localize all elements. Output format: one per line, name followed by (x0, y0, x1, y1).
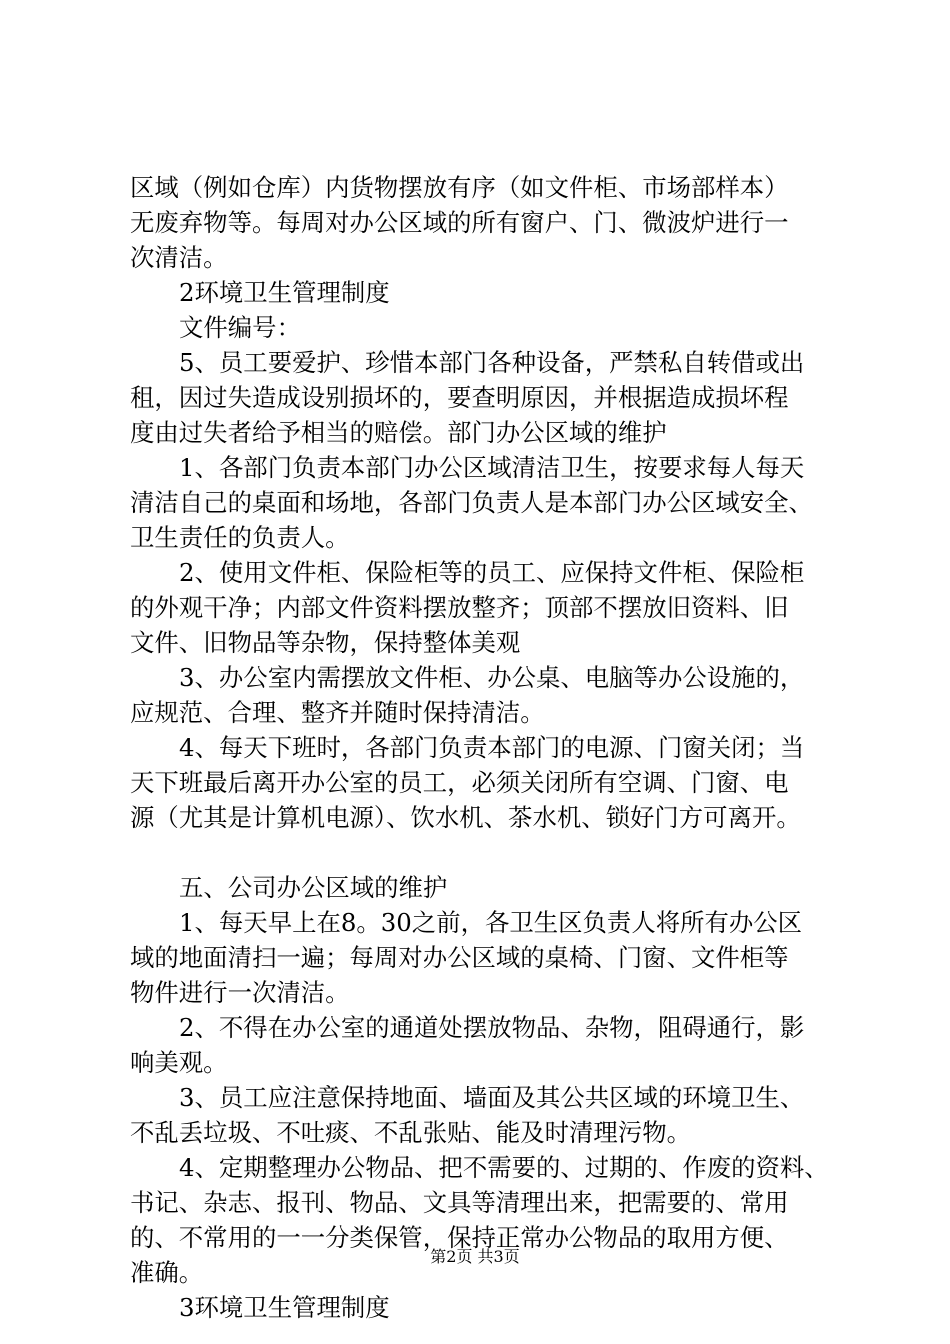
text-line: 的外观干净；内部文件资料摆放整齐；顶部不摆放旧资料、旧 (130, 593, 789, 622)
section-heading: 2环境卫生管理制度 (179, 278, 390, 307)
text-line: 书记、杂志、报刊、物品、文具等清理出来，把需要的、常用 (130, 1188, 789, 1217)
document-number-label: 文件编号： (179, 313, 301, 342)
text-line: 源（尤其是计算机电源）、饮水机、茶水机、锁好门方可离开。 (130, 803, 801, 832)
text-line: 卫生责任的负责人。 (130, 523, 350, 552)
section-heading: 五、公司办公区域的维护 (179, 873, 448, 902)
text-line: 次清洁。 (130, 243, 228, 272)
paragraph-start: 2、不得在办公室的通道处摆放物品、杂物，阻碍通行，影 (179, 1013, 805, 1042)
text-line: 应规范、合理、整齐并随时保持清洁。 (130, 698, 545, 727)
paragraph-start: 4、每天下班时，各部门负责本部门的电源、门窗关闭；当 (179, 733, 805, 762)
document-body (130, 170, 830, 1325)
paragraph-start: 4、定期整理办公物品、把不需要的、过期的、作废的资料、 (179, 1153, 829, 1182)
text-line: 不乱丢垃圾、不吐痰、不乱张贴、能及时清理污物。 (130, 1118, 691, 1147)
text-line: 物件进行一次清洁。 (130, 978, 350, 1007)
section-heading: 3环境卫生管理制度 (179, 1293, 390, 1322)
paragraph-start: 5、员工要爱护、珍惜本部门各种设备，严禁私自转借或出 (179, 348, 805, 377)
text-line: 文件、旧物品等杂物，保持整体美观 (130, 628, 521, 657)
paragraph-start: 2、使用文件柜、保险柜等的员工、应保持文件柜、保险柜 (179, 558, 805, 587)
paragraph-start: 3、办公室内需摆放文件柜、办公桌、电脑等办公设施的， (179, 663, 805, 692)
text-line: 天下班最后离开办公室的员工，必须关闭所有空调、门窗、电 (130, 768, 789, 797)
text-line: 度由过失者给予相当的赔偿。部门办公区域的维护 (130, 418, 667, 447)
text-line: 准确。 (130, 1258, 204, 1287)
text-line: 租，因过失造成设别损坏的，要查明原因，并根据造成损坏程 (130, 383, 789, 412)
paragraph-start: 3、员工应注意保持地面、墙面及其公共区域的环境卫生、 (179, 1083, 805, 1112)
text-line: 域的地面清扫一遍；每周对办公区域的桌椅、门窗、文件柜等 (130, 943, 789, 972)
text-line: 响美观。 (130, 1048, 228, 1077)
text-line: 的、不常用的一一分类保管，保持正常办公物品的取用方便、 (130, 1223, 789, 1252)
text-line: 区域（例如仓库）内货物摆放有序（如文件柜、市场部样本） (130, 173, 789, 202)
blank-line (130, 835, 830, 870)
paragraph-start: 1、每天早上在8。30之前，各卫生区负责人将所有办公区 (179, 908, 803, 937)
text-line: 清洁自己的桌面和场地，各部门负责人是本部门办公区域安全、 (130, 488, 813, 517)
paragraph-start: 1、各部门负责本部门办公区域清洁卫生，按要求每人每天 (179, 453, 805, 482)
page-footer: 第2页 共3页 (430, 1247, 520, 1266)
text-line: 无废弃物等。每周对办公区域的所有窗户、门、微波炉进行一 (130, 208, 789, 237)
